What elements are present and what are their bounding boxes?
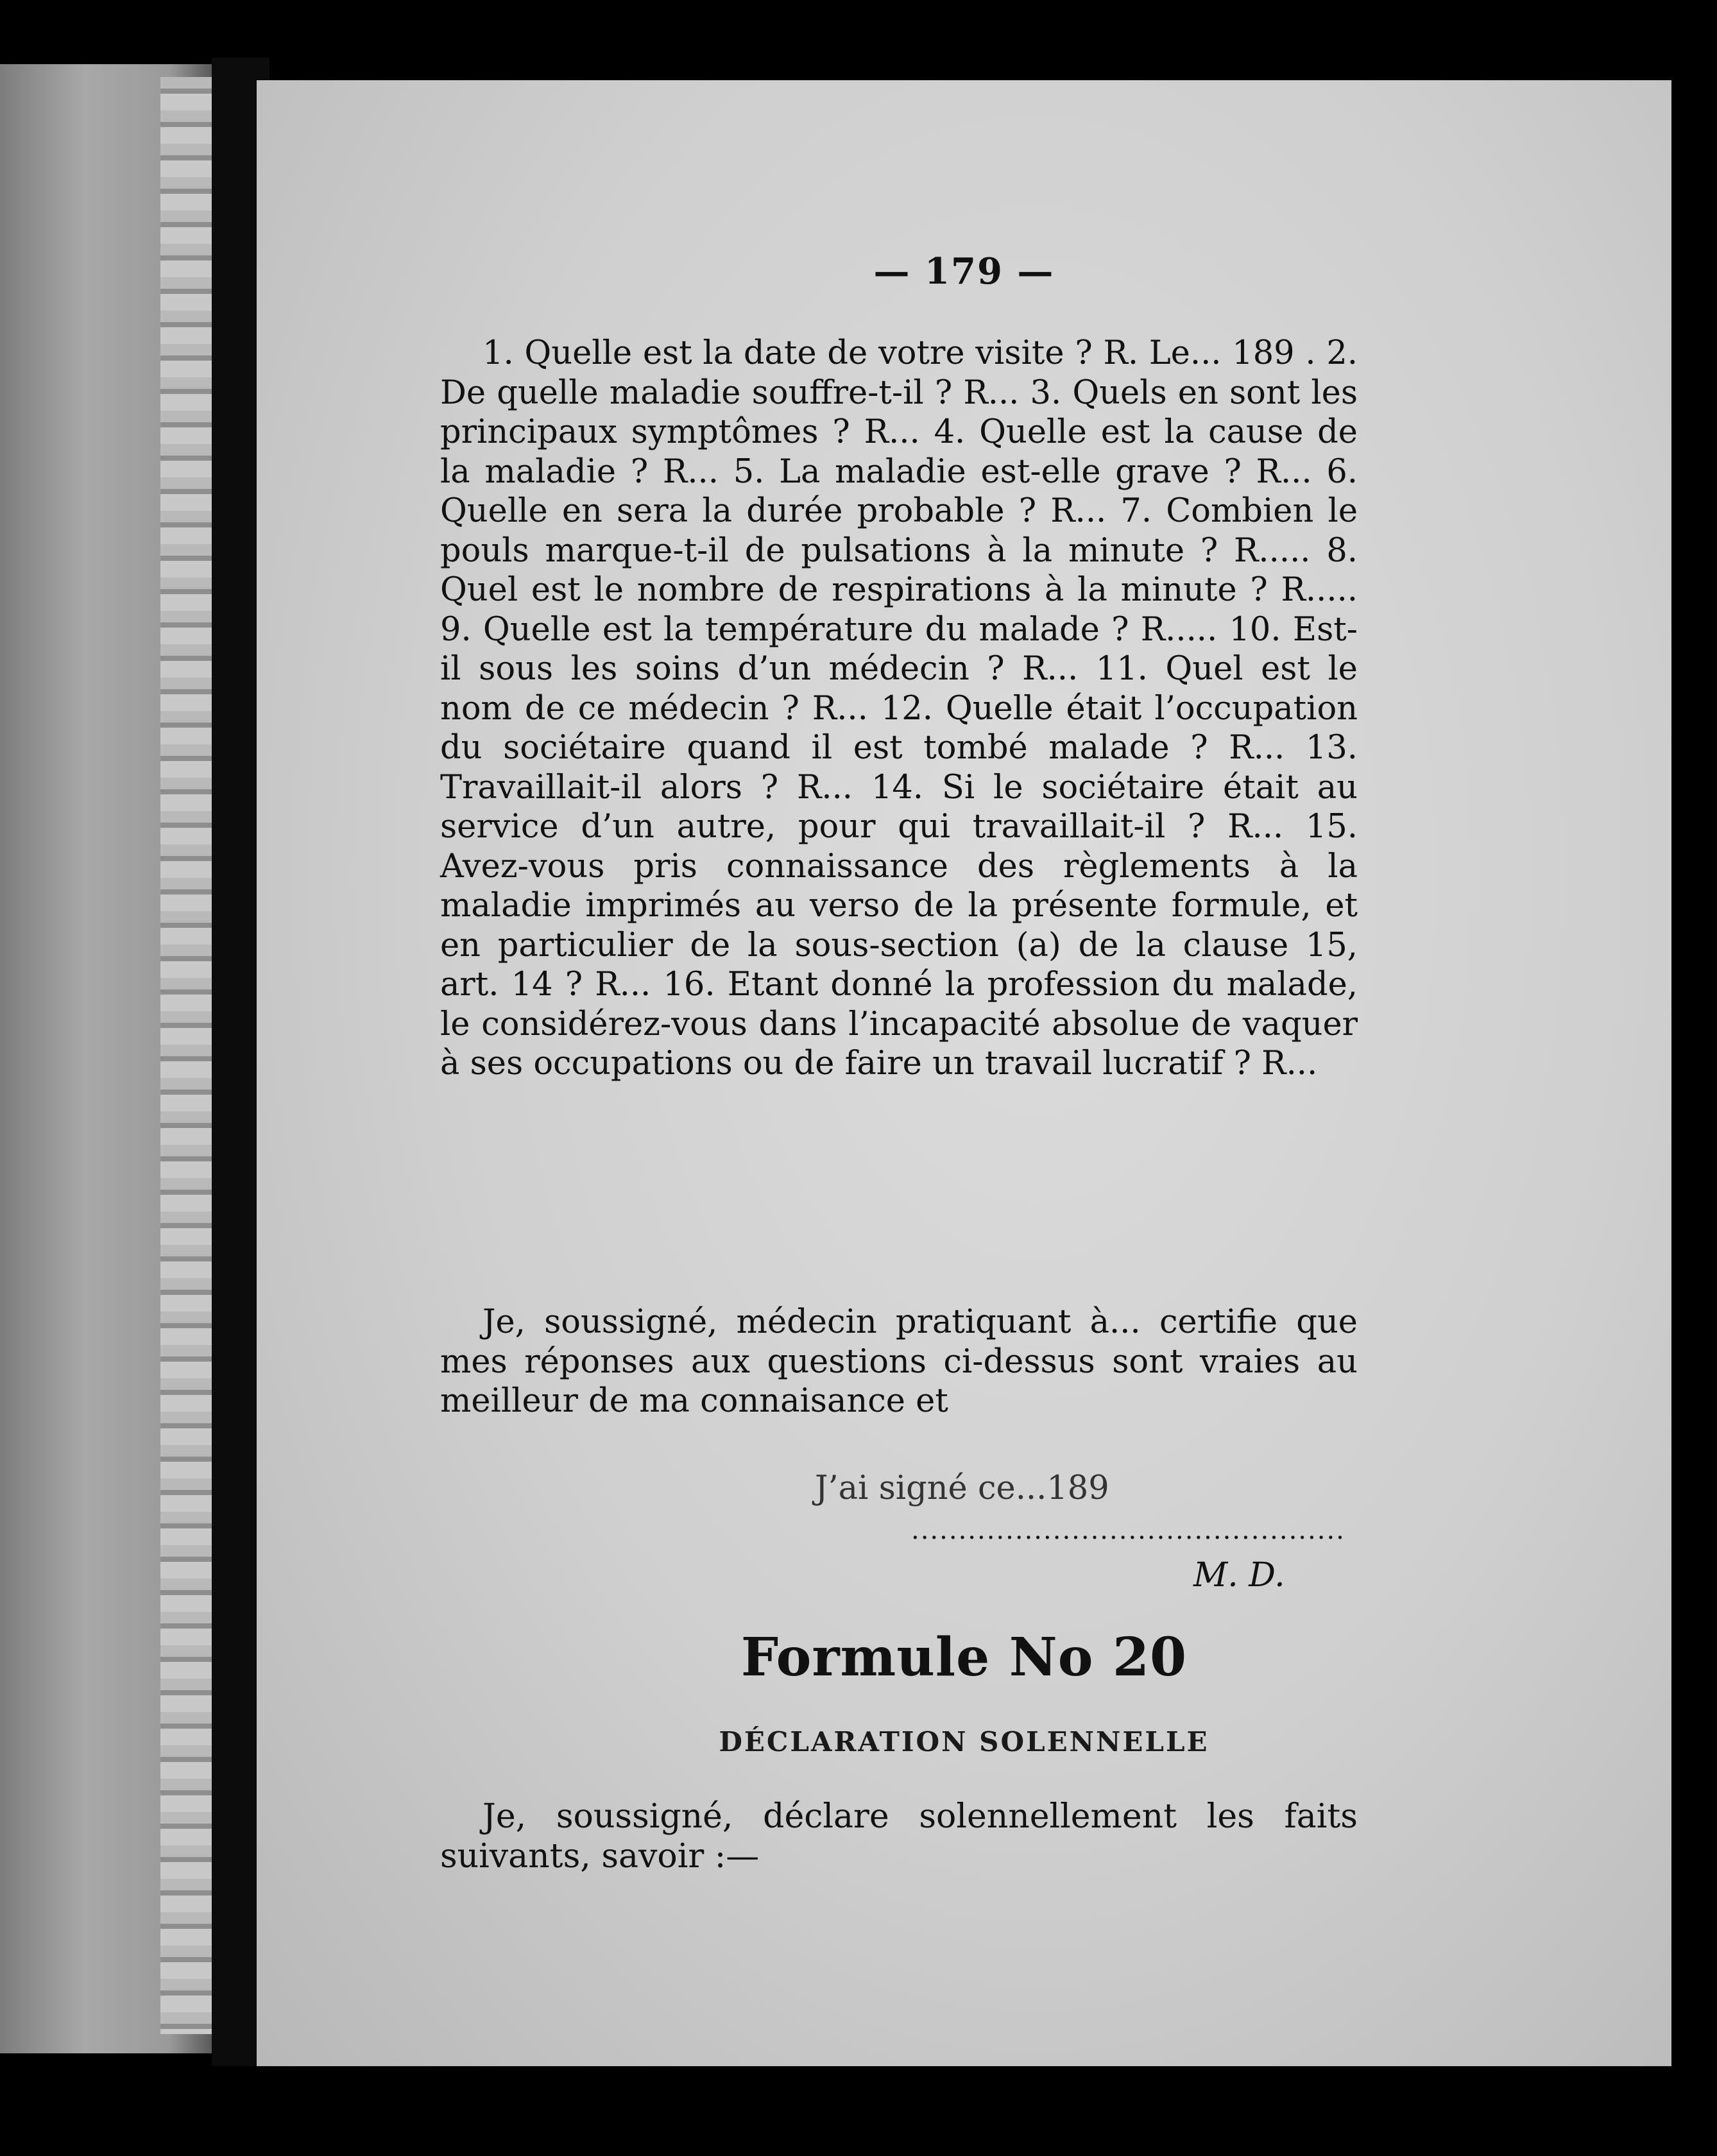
declaration-paragraph: Je, soussigné, déclare solennellement les faits suivants, savoir :— xyxy=(440,1797,1358,1876)
form-subtitle: DÉCLARATION SOLENNELLE xyxy=(719,1726,1209,1758)
page-number: — 179 — xyxy=(873,250,1055,293)
questionnaire-paragraph: 1. Quelle est la date de votre visite ? R. Le... 189 . 2. De quelle maladie souffre-t-il ? R... 3. Quels en sont les principaux symptômes ? R... 4. Quelle est la cause de la maladie ? R... 5. La maladie est-elle grave ? R... 6. Quelle en sera la durée probable ? R... 7. Combien le pouls marque-t-il de pulsations à la minute ? R..... 8. Quel est le nombre de respirations à la minute ? R..... 9. Quelle est la température du malade ? R..... 10. Est-il sous les soins d’un médecin ? R... 11. Quel est le nom de ce médecin ? R... 12. Quelle était l’occupation du sociétaire quand il est tombé malade ? R... 13. Travaillait-il alors ? R... 14. Si le sociétaire était au service d’un autre, pour qui travaillait-il ? R... 15. Avez-vous pris connaissance des règlements à la maladie imprimés au verso de la présente formule, et en particulier de la sous-section (a) de la clause 15, art. 14 ? R... 16. Etant donné la profession du malade, le considérez-vous dans l’incapacité absolue de vaquer à ses occupations ou de faire un travail lucratif ? R... xyxy=(440,334,1358,1082)
signature-title: M. D. xyxy=(1193,1556,1285,1595)
book-page xyxy=(257,80,1671,2066)
form-title: Formule No 20 xyxy=(740,1627,1188,1688)
certification-paragraph: Je, soussigné, médecin pratiquant à... certifie que mes réponses aux questions ci-dessus sont vraies au meilleur de ma connaisance et xyxy=(440,1303,1358,1420)
signed-date-line: J’ai signé ce...189 xyxy=(815,1469,1109,1507)
signature-line: .............................................. xyxy=(911,1518,1345,1543)
